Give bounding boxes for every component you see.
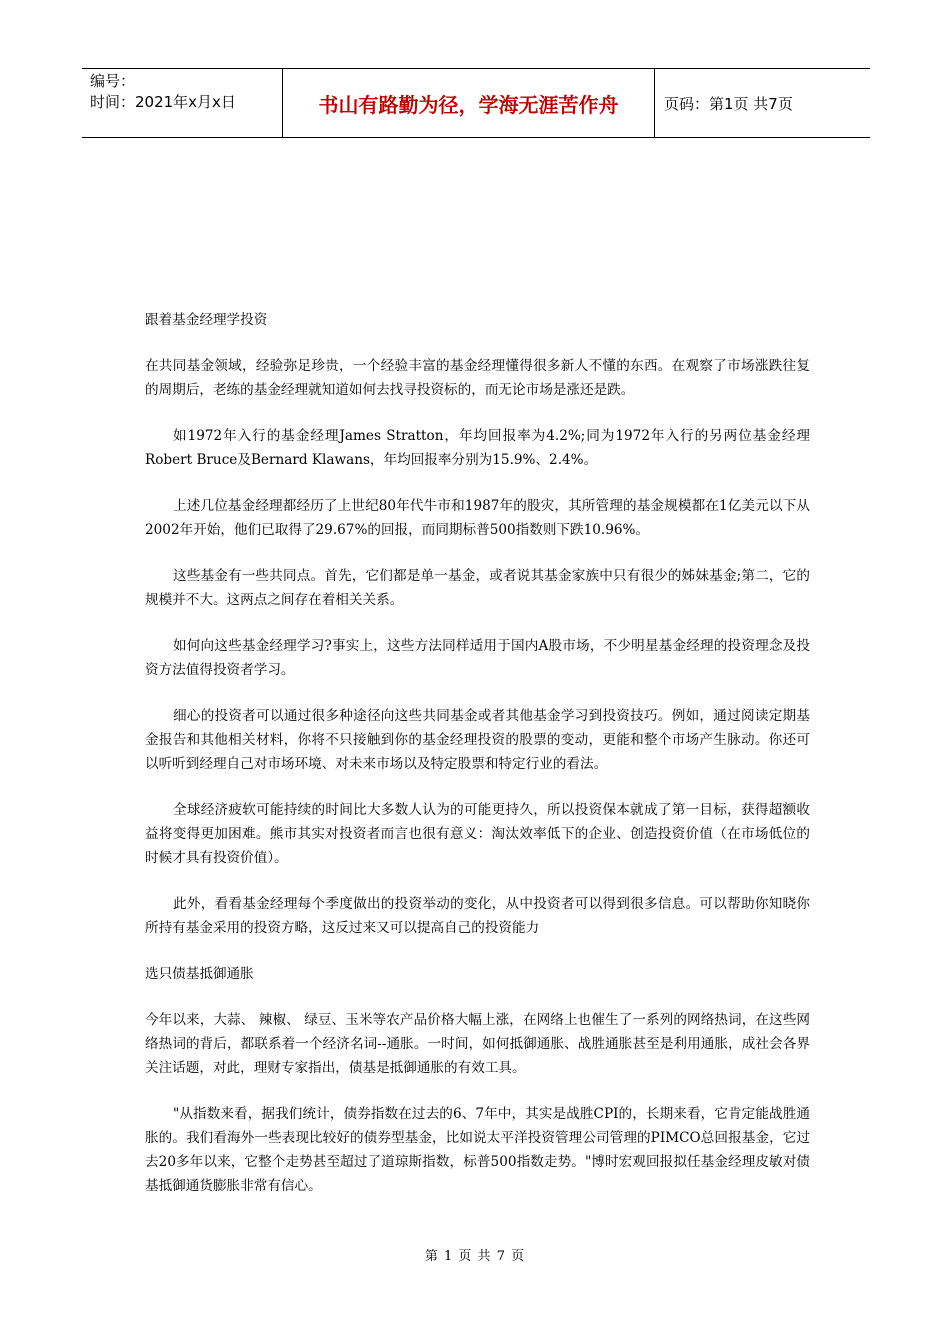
paragraph: 这些基金有一些共同点。首先，它们都是单一基金，或者说其基金家族中只有很少的姊妹基金;第二，它的规模并不大。这两点之间存在着相关关系。	[145, 568, 810, 608]
header-meta	[82, 69, 282, 137]
page-header	[82, 68, 870, 138]
serial-number-label: 编号：	[90, 72, 136, 90]
paragraph: 如1972年入行的基金经理James Stratton，年均回报率为4.2%;同为1972年入行的另两位基金经理Robert Bruce及Bernard Klawans，年均回报率分别为15.9%、2.4%。	[145, 428, 810, 468]
header-page-number: 页码：第1页 共7页	[664, 94, 793, 113]
section-title: 跟着基金经理学投资	[145, 312, 268, 328]
date-label: 时间：2021年x月x日	[90, 93, 236, 111]
paragraph: 全球经济疲软可能持续的时间比大多数人认为的可能更持久，所以投资保本就成了第一目标，获得超额收益将变得更加困难。熊市其实对投资者而言也很有意义：淘汰效率低下的企业、创造投资价值（在市场低位的时候才具有投资价值）。	[145, 802, 810, 866]
paragraph: 上述几位基金经理都经历了上世纪80年代牛市和1987年的股灾，其所管理的基金规模都在1亿美元以下从2002年开始，他们已取得了29.67%的回报，而同期标普500指数则下跌10.96%。	[145, 498, 810, 538]
paragraph: "从指数来看，据我们统计，债券指数在过去的6、7年中，其实是战胜CPI的，长期来看，它肯定能战胜通胀的。我们看海外一些表现比较好的债券型基金，比如说太平洋投资管理公司管理的PIMCO总回报基金，它过去20多年以来，它整个走势甚至超过了道琼斯指数，标普500指数走势。"博时宏观回报拟任基金经理皮敏对债基抵御通货膨胀非常有信心。	[145, 1106, 810, 1194]
paragraph: 在共同基金领域，经验弥足珍贵，一个经验丰富的基金经理懂得很多新人不懂的东西。在观察了市场涨跌往复的周期后，老练的基金经理就知道如何去找寻投资标的，而无论市场是涨还是跌。	[145, 358, 810, 398]
paragraph: 如何向这些基金经理学习?事实上，这些方法同样适用于国内A股市场，不少明星基金经理的投资理念及投资方法值得投资者学习。	[145, 638, 810, 678]
paragraph: 今年以来，大蒜、 辣椒、 绿豆、玉米等农产品价格大幅上涨，在网络上也催生了一系列的网络热词，在这些网络热词的背后，都联系着一个经济名词--通胀。一时间，如何抵御通胀、战胜通胀甚至是利用通胀，成社会各界关注话题，对此，理财专家指出，债基是抵御通胀的有效工具。	[145, 1012, 810, 1076]
header-motto: 书山有路勤为径，学海无涯苦作舟	[282, 69, 655, 137]
document-body	[145, 308, 810, 1220]
paragraph: 细心的投资者可以通过很多种途径向这些共同基金或者其他基金学习到投资技巧。例如，通过阅读定期基金报告和其他相关材料，你将不只接触到你的基金经理投资的股票的变动，更能和整个市场产生脉动。你还可以听听到经理自己对市场环境、对未来市场以及特定股票和特定行业的看法。	[145, 708, 810, 772]
paragraph: 此外，看看基金经理每个季度做出的投资举动的变化，从中投资者可以得到很多信息。可以帮助你知晓你所持有基金采用的投资方略，这反过来又可以提高自己的投资能力	[145, 896, 810, 936]
page-footer: 第 1 页 共 7 页	[424, 1249, 526, 1264]
section-title: 选只债基抵御通胀	[145, 966, 254, 982]
